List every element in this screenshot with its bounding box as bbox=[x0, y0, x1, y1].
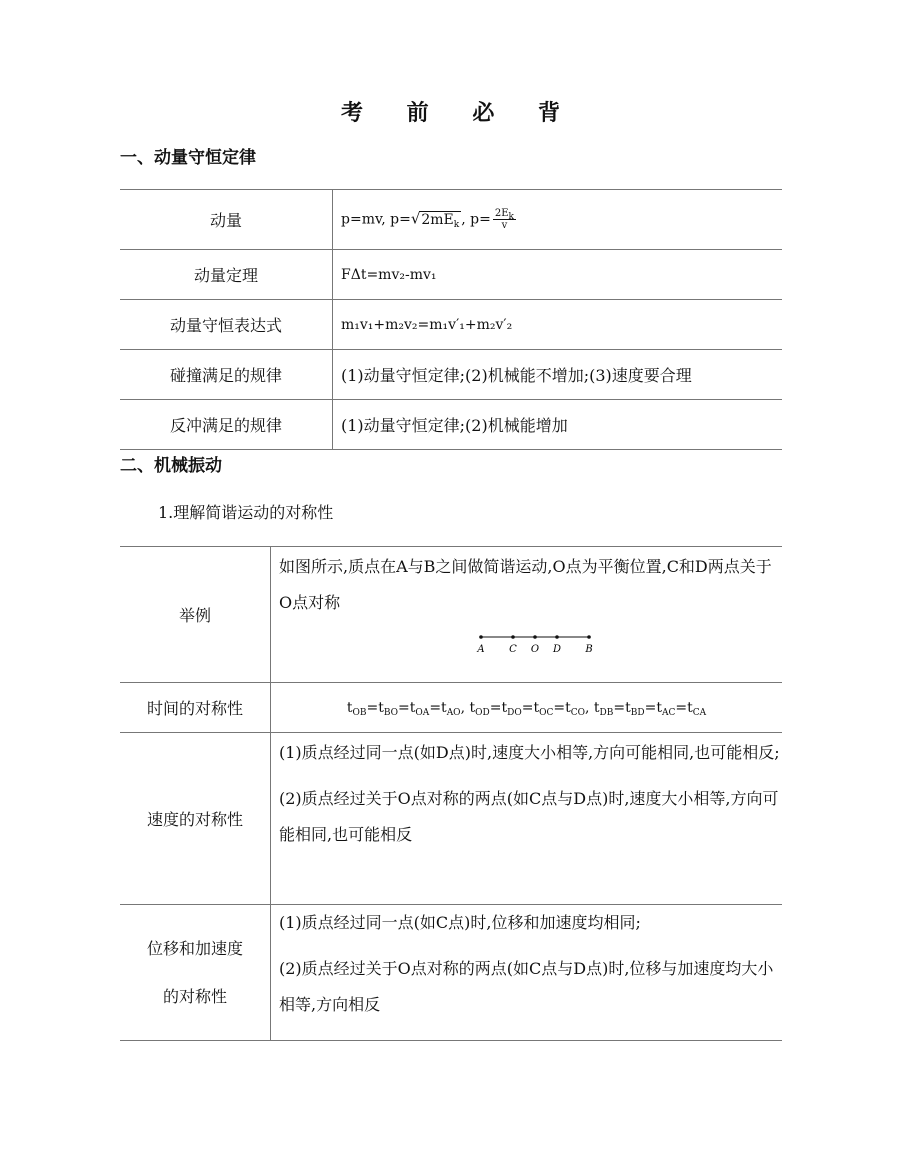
sqrt-content bbox=[419, 211, 461, 228]
table-row bbox=[120, 683, 782, 733]
subscript: AO bbox=[446, 707, 461, 718]
sqrt-text: 2mE bbox=[421, 211, 454, 228]
row-content: (1)动量守恒定律;(2)机械能不增加;(3)速度要合理 bbox=[333, 350, 783, 400]
row-label: 动量 bbox=[120, 190, 333, 250]
subscript: DB bbox=[599, 707, 614, 718]
time-formula-text: $t_{OB}=t_{BO}=t_{OA}=t_{AO}$, $t_{OD}=t_{DO}=t_{OC}=t_{CO}$, $t_{DB}=t_{BD}=t_{AC}=t_{CA}$ bbox=[346, 699, 707, 718]
table-row bbox=[120, 190, 782, 250]
point-o-dot bbox=[533, 635, 537, 639]
row-label: 碰撞满足的规律 bbox=[120, 350, 333, 400]
table-row bbox=[120, 300, 782, 350]
symmetry-table bbox=[120, 546, 782, 1041]
row-label: 速度的对称性 bbox=[120, 733, 271, 905]
motion-diagram bbox=[461, 631, 601, 657]
subscript: DO bbox=[507, 707, 522, 718]
displacement-line-2: (2)质点经过关于O点对称的两点(如C点与D点)时,位移与加速度均大小相等,方向相反 bbox=[279, 959, 774, 1014]
row-label bbox=[120, 905, 271, 1041]
fraction bbox=[493, 208, 516, 231]
velocity-line-2: (2)质点经过关于O点对称的两点(如C点与D点)时,速度大小相等,方向可能相同,也可能相反 bbox=[279, 789, 779, 844]
velocity-content bbox=[271, 733, 783, 905]
formula-part: , p= bbox=[461, 211, 491, 228]
numerator-sub: k bbox=[508, 212, 514, 222]
sqrt-sub: k bbox=[453, 219, 460, 230]
formula-part: p=mv, p= bbox=[341, 211, 411, 228]
fraction-denominator: v bbox=[501, 220, 508, 231]
point-d-label: D bbox=[552, 644, 561, 655]
momentum-table bbox=[120, 189, 782, 450]
example-content bbox=[271, 547, 783, 683]
subscript: OA bbox=[415, 707, 430, 718]
point-a-dot bbox=[479, 635, 483, 639]
point-b-dot bbox=[587, 635, 591, 639]
point-c-label: C bbox=[508, 644, 517, 655]
subscript: CO bbox=[570, 707, 585, 718]
row-content: m₁v₁+m₂v₂=m₁v′₁+m₂v′₂ bbox=[333, 300, 783, 350]
row-label: 举例 bbox=[120, 547, 271, 683]
sqrt-sign: √ bbox=[410, 209, 421, 228]
table-row bbox=[120, 350, 782, 400]
subscript: BO bbox=[383, 707, 399, 718]
displacement-line-1: (1)质点经过同一点(如C点)时,位移和加速度均相同; bbox=[279, 913, 641, 932]
point-a-label: A bbox=[476, 644, 485, 655]
point-d-dot bbox=[555, 635, 559, 639]
table-row bbox=[120, 905, 782, 1041]
row-label-line: 位移和加速度 bbox=[146, 938, 243, 958]
row-label: 动量定理 bbox=[120, 250, 333, 300]
row-label: 反冲满足的规律 bbox=[120, 400, 333, 450]
subheading-symmetry: 1.理解简谐运动的对称性 bbox=[158, 503, 334, 522]
subscript: OC bbox=[539, 707, 554, 718]
subscript: BD bbox=[630, 707, 645, 718]
example-text: 如图所示,质点在A与B之间做简谐运动,O点为平衡位置,C和D两点关于O点对称 bbox=[279, 557, 772, 612]
row-label-line: 的对称性 bbox=[162, 986, 227, 1006]
subscript: OD bbox=[475, 707, 490, 718]
page-title: 考 前 必 背 bbox=[341, 100, 578, 126]
table-row bbox=[120, 400, 782, 450]
row-label: 动量守恒表达式 bbox=[120, 300, 333, 350]
row-label: 时间的对称性 bbox=[120, 683, 271, 733]
time-symmetry-formula bbox=[271, 683, 783, 733]
table-row bbox=[120, 547, 782, 683]
momentum-formula bbox=[333, 190, 783, 250]
displacement-content bbox=[271, 905, 783, 1041]
row-content: FΔt=mv₂-mv₁ bbox=[333, 250, 783, 300]
section-heading-momentum: 一、动量守恒定律 bbox=[120, 148, 256, 168]
fraction-numerator bbox=[493, 208, 516, 220]
subscript: CA bbox=[692, 707, 707, 718]
table-row bbox=[120, 250, 782, 300]
subscript: AC bbox=[661, 707, 676, 718]
row-content: (1)动量守恒定律;(2)机械能增加 bbox=[333, 400, 783, 450]
point-b-label: B bbox=[584, 644, 593, 655]
table-row bbox=[120, 733, 782, 905]
section-heading-vibration: 二、机械振动 bbox=[120, 456, 222, 476]
velocity-line-1: (1)质点经过同一点(如D点)时,速度大小相等,方向可能相同,也可能相反; bbox=[279, 743, 780, 762]
point-o-label: O bbox=[530, 644, 539, 655]
numerator-text: 2E bbox=[494, 208, 509, 219]
point-c-dot bbox=[511, 635, 515, 639]
subscript: OB bbox=[352, 707, 367, 718]
